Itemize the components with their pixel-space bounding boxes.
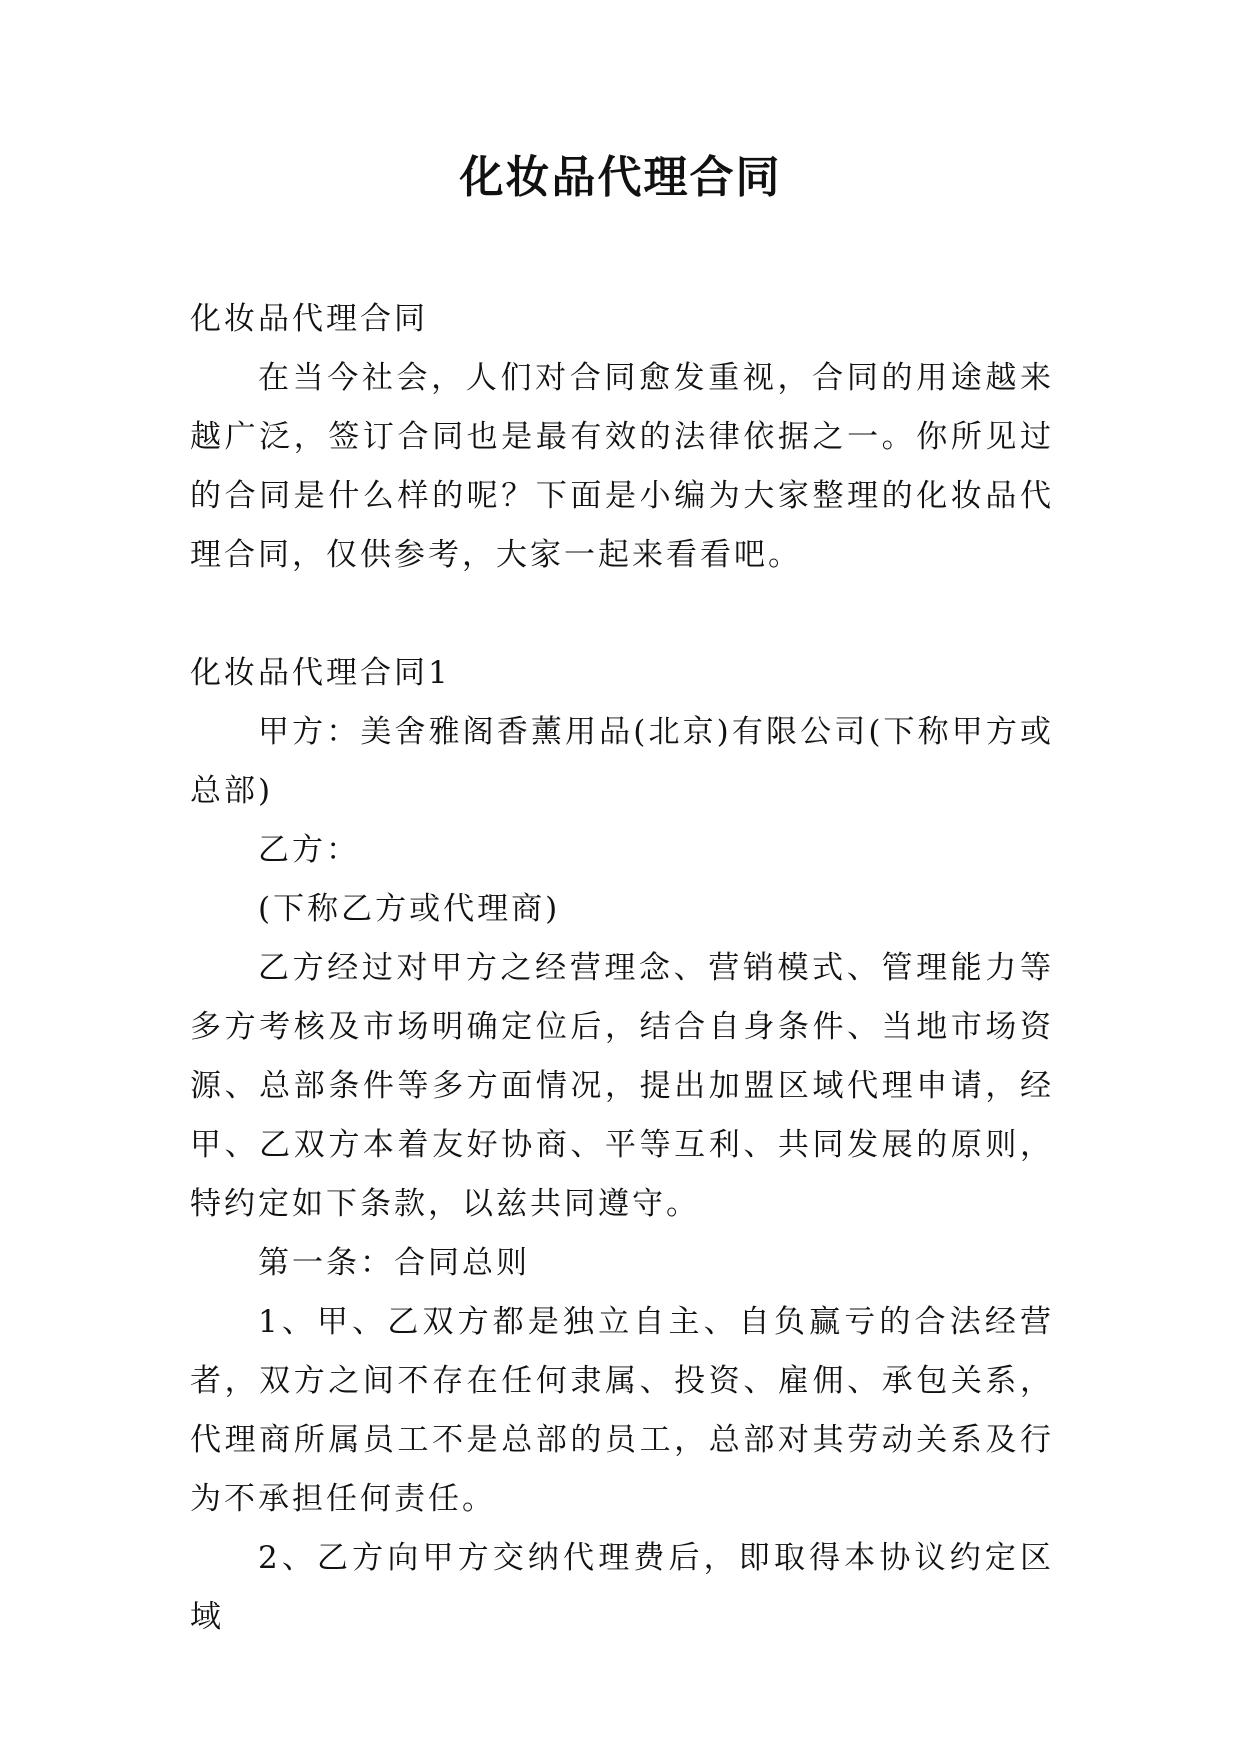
party-a-paragraph: 甲方：美舍雅阁香薰用品(北京)有限公司(下称甲方或总部) [190, 714, 1054, 809]
document-title: 化妆品代理合同 [459, 152, 782, 203]
section-heading: 化妆品代理合同1 [190, 655, 451, 691]
party-b-paragraph: 乙方： [258, 832, 360, 868]
document-body [190, 290, 1054, 1647]
clause-1-paragraph: 1、甲、乙双方都是独立自主、自负赢亏的合法经营者，双方之间不存在任何隶属、投资、雇佣、承包关系，代理商所属员工不是总部的员工，总部对其劳动关系及行为不承担任何责任。 [190, 1304, 1054, 1517]
article-1-heading: 第一条：合同总则 [258, 1245, 530, 1281]
intro-paragraph: 在当今社会，人们对合同愈发重视，合同的用途越来越广泛，签订合同也是最有效的法律依据之一。你所见过的合同是什么样的呢？下面是小编为大家整理的化妆品代理合同，仅供参考，大家一起来看看吧。 [190, 360, 1054, 573]
preamble-paragraph: 乙方经过对甲方之经营理念、营销模式、管理能力等多方考核及市场明确定位后，结合自身条件、当地市场资源、总部条件等多方面情况，提出加盟区域代理申请，经甲、乙双方本着友好协商、平等互利、共同发展的原则，特约定如下条款，以兹共同遵守。 [190, 950, 1054, 1222]
clause-2-paragraph: 2、乙方向甲方交纳代理费后，即取得本协议约定区域 [190, 1540, 1054, 1635]
document-subtitle: 化妆品代理合同 [190, 301, 428, 337]
party-b-note: (下称乙方或代理商) [258, 891, 561, 927]
